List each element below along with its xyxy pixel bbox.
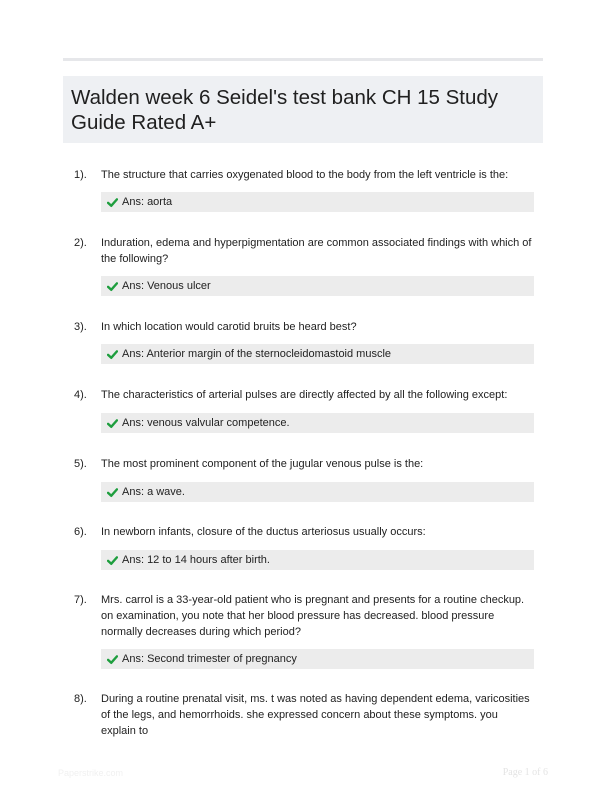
answer-text: Ans: aorta [122, 196, 173, 208]
answer-text: Ans: a wave. [122, 486, 185, 498]
answer-text: Ans: venous valvular competence. [122, 417, 290, 429]
question-number: 7). [74, 594, 87, 606]
page-title: Walden week 6 Seidel's test bank CH 15 Study Guide Rated A+ [71, 86, 499, 134]
page-number: Page 1 of 6 [502, 767, 548, 778]
question-number: 6). [74, 526, 87, 538]
answer-box [101, 413, 534, 433]
question-number: 4). [74, 389, 87, 401]
answer-box [101, 192, 534, 212]
check-icon [107, 555, 118, 566]
question-text: During a routine prenatal visit, ms. t was noted as having dependent edema, varicosities of the legs, and hemorrhoids. she expressed concern about these symptoms. you explain to [101, 693, 530, 737]
question-text: The characteristics of arterial pulses are directly affected by all the following except: [101, 389, 508, 401]
question-text: In which location would carotid bruits be heard best? [101, 321, 357, 333]
answer-box [101, 550, 534, 570]
answer-box [101, 344, 534, 364]
answer-box [101, 482, 534, 502]
answer-text: Ans: Anterior margin of the sternocleidomastoid muscle [122, 348, 392, 360]
question-text: The structure that carries oxygenated blood to the body from the left ventricle is the: [101, 169, 509, 181]
answer-box [101, 276, 534, 296]
question-number: 3). [74, 321, 87, 333]
top-divider [63, 58, 543, 61]
question-number: 2). [74, 237, 87, 249]
question-text: The most prominent component of the jugular venous pulse is the: [101, 458, 424, 470]
question-number: 5). [74, 458, 87, 470]
answer-box [101, 649, 534, 669]
question-number: 8). [74, 693, 87, 705]
check-icon [107, 349, 118, 360]
check-icon [107, 281, 118, 292]
question-text: Mrs. carrol is a 33-year-old patient who is pregnant and presents for a routine checkup. on examination, you note that her blood pressure has decreased. blood pressure normally decreases during which period? [101, 594, 525, 638]
question-number: 1). [74, 169, 87, 181]
question-text: Induration, edema and hyperpigmentation are common associated findings with which of the following? [101, 237, 532, 265]
answer-text: Ans: 12 to 14 hours after birth. [122, 554, 270, 566]
check-icon [107, 654, 118, 665]
check-icon [107, 487, 118, 498]
check-icon [107, 197, 118, 208]
question-text: In newborn infants, closure of the ductus arteriosus usually occurs: [101, 526, 426, 538]
title-banner [63, 76, 543, 143]
answer-text: Ans: Venous ulcer [122, 280, 211, 292]
answer-text: Ans: Second trimester of pregnancy [122, 653, 297, 665]
check-icon [107, 418, 118, 429]
footer-watermark: Paperstrike.com [58, 768, 124, 778]
